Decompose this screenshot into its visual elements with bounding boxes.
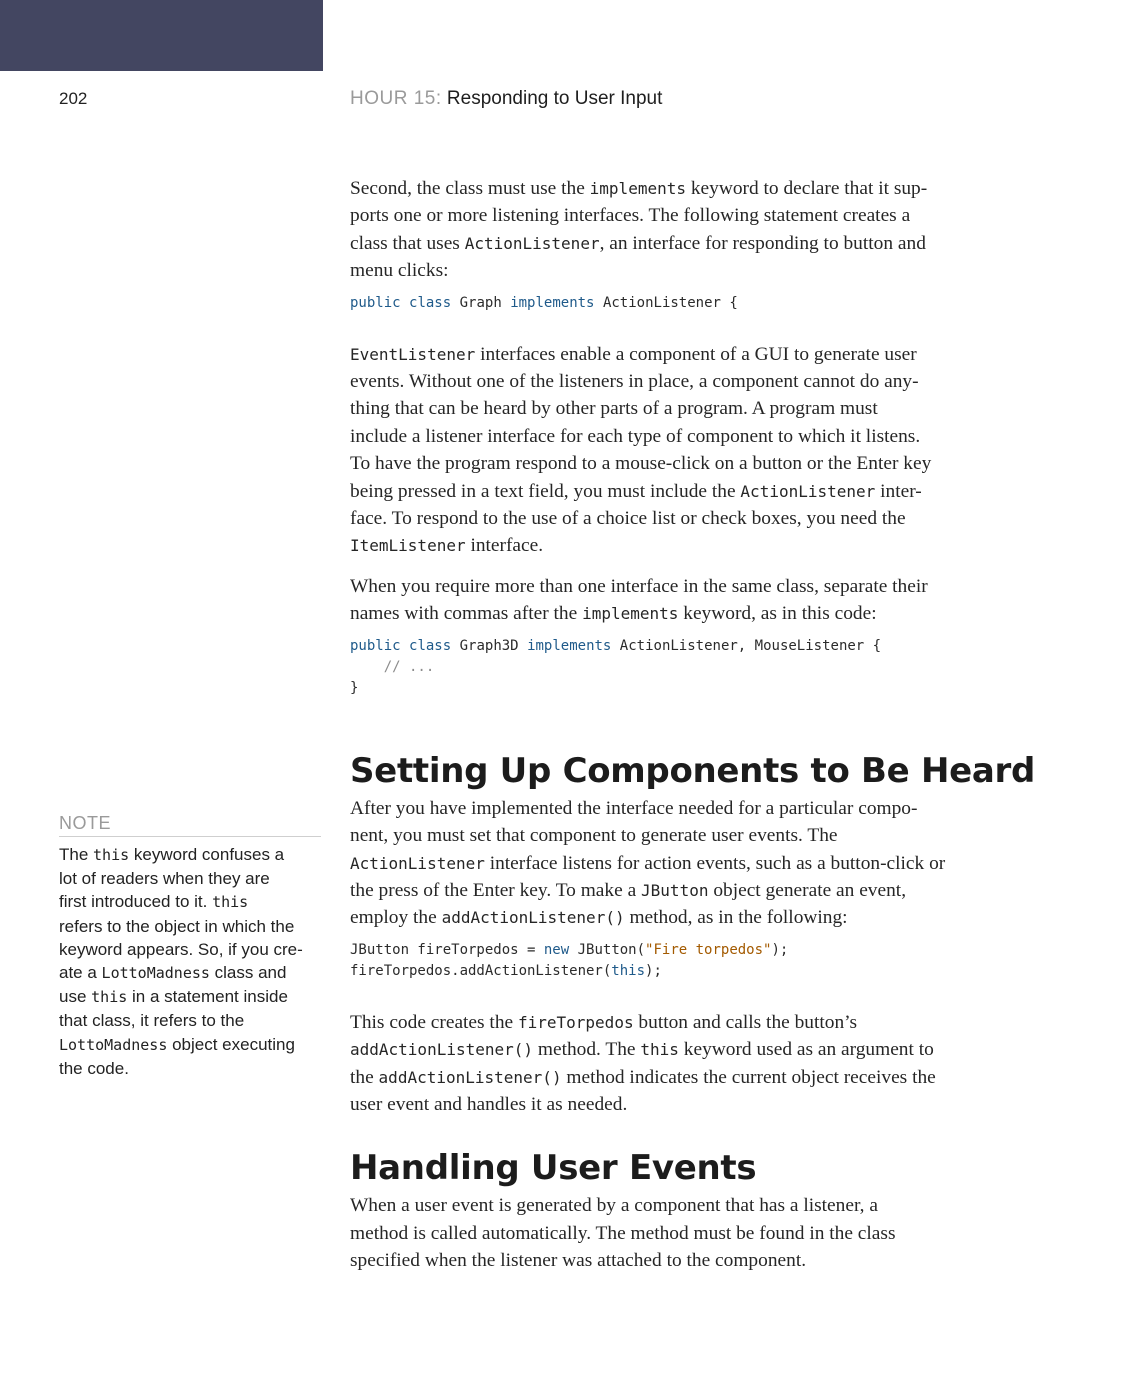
- hour-label: HOUR 15:: [350, 88, 442, 109]
- header-bar: [0, 0, 323, 71]
- code-listing-graph: public class Graph implements ActionListener {: [350, 294, 738, 311]
- paragraph-eventlistener: EventListener interfaces enable a component of a GUI to generate user events. Without one of the listeners in place, a component cannot do any- thing that can be heard by other parts of a program. A program must include a listener interface for each type of component to which it listens. To have the program respond to a mouse-click on a button or the Enter key being pressed in a text field, you must include the ActionListener inter- face. To respond to the use of a choice list or check boxes, you need the ItemListener interface.: [350, 343, 932, 557]
- note-text: The this keyword confuses a lot of readers when they are first introduced to it. this refers to the object in which the keyword appears. So, if you cre- ate a LottoMadness class and use this in a statement inside that class, it refers to the LottoMadness object executing the code.: [59, 845, 303, 1078]
- paragraph-implements: Second, the class must use the implements keyword to declare that it sup- ports one or more listening interfaces. The following statement creates a class that uses ActionListener, an interface for responding to button and menu clicks:: [350, 178, 928, 282]
- paragraph-multiple-interfaces: When you require more than one interface in the same class, separate their names with commas after the implements keyword, as in this code:: [350, 575, 928, 625]
- page-number: 202: [59, 89, 88, 108]
- section-heading-handling: Handling User Events: [350, 1148, 757, 1189]
- code-listing-graph3d: public class Graph3D implements ActionListener, MouseListener { // ... }: [350, 637, 882, 696]
- paragraph-handling: When a user event is generated by a component that has a listener, a method is called automatically. The method must be found in the class specified when the listener was attached to the component.: [350, 1195, 896, 1272]
- paragraph-setting-up: After you have implemented the interface needed for a particular compo- nent, you must set that component to generate user events. The ActionListener interface listens for action events, such as a button-click or the press of the Enter key. To make a JButton object generate an event, employ the addActionListener() method, as in the following:: [350, 797, 946, 929]
- code-listing-firetorpedos: JButton fireTorpedos = new JButton("Fire torpedos"); fireTorpedos.addActionListener(this);: [350, 941, 789, 979]
- note-title: NOTE: [59, 813, 321, 837]
- running-head: [350, 88, 662, 110]
- sidebar-note: [59, 813, 321, 1080]
- chapter-title: Responding to User Input: [446, 88, 663, 109]
- section-heading-setting-up: Setting Up Components to Be Heard: [350, 750, 1036, 791]
- main-column: [350, 175, 1036, 1275]
- paragraph-firetorpedos: This code creates the fireTorpedos button and calls the button’s addActionListener() method. The this keyword used as an argument to the addActionListener() method indicates the current object receives the user event and handles it as needed.: [350, 1011, 936, 1115]
